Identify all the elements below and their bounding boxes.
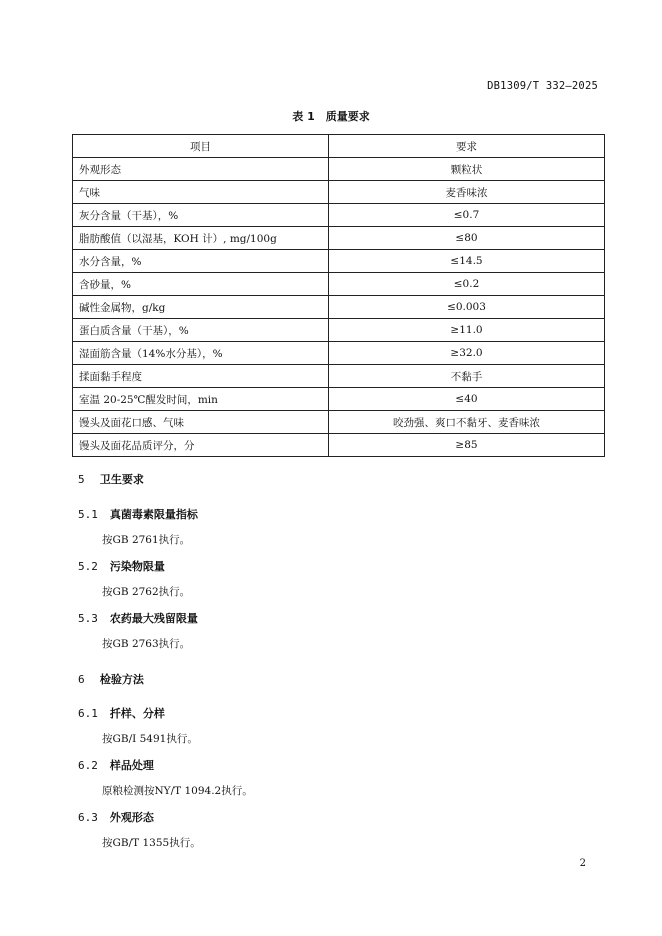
row-value: ≤14.5 bbox=[329, 250, 605, 273]
section-5-2-text: 按GB 2762执行。 bbox=[102, 586, 191, 598]
table-row bbox=[73, 204, 605, 227]
section-number: 5.3 bbox=[78, 612, 98, 625]
table-row bbox=[73, 158, 605, 181]
table-row bbox=[73, 434, 605, 457]
row-item: 气味 bbox=[73, 181, 329, 204]
table-row bbox=[73, 411, 605, 434]
row-value: ≥85 bbox=[329, 434, 605, 457]
table-header-requirement: 要求 bbox=[329, 135, 605, 158]
row-item: 室温 20-25℃醒发时间，min bbox=[73, 388, 329, 411]
row-value: ≤0.003 bbox=[329, 296, 605, 319]
section-5-1-text: 按GB 2761执行。 bbox=[102, 534, 191, 546]
row-value: 麦香味浓 bbox=[329, 181, 605, 204]
section-6-1-text: 按GB/I 5491执行。 bbox=[102, 733, 198, 745]
section-5-heading bbox=[78, 471, 144, 487]
table-row bbox=[73, 365, 605, 388]
table-header-row bbox=[73, 135, 605, 158]
section-number: 6.3 bbox=[78, 811, 98, 824]
section-6-2-text: 原粮检测按NY/T 1094.2执行。 bbox=[102, 785, 253, 797]
row-value: 不黏手 bbox=[329, 365, 605, 388]
row-item: 含砂量，% bbox=[73, 273, 329, 296]
section-title: 样品处理 bbox=[109, 759, 154, 772]
section-title: 真菌毒素限量指标 bbox=[109, 508, 198, 521]
section-number: 6 bbox=[78, 673, 85, 686]
section-6-3-heading bbox=[78, 809, 154, 825]
row-value: 颗粒状 bbox=[329, 158, 605, 181]
section-number: 5.2 bbox=[78, 560, 98, 573]
row-value: ≤40 bbox=[329, 388, 605, 411]
row-value: ≤0.7 bbox=[329, 204, 605, 227]
table-row bbox=[73, 319, 605, 342]
section-title: 外观形态 bbox=[109, 811, 154, 824]
section-title: 扦样、分样 bbox=[109, 707, 165, 720]
section-6-3-text: 按GB/T 1355执行。 bbox=[102, 837, 201, 849]
table-row bbox=[73, 342, 605, 365]
row-item: 蛋白质含量（干基），% bbox=[73, 319, 329, 342]
row-item: 外观形态 bbox=[73, 158, 329, 181]
row-value: 咬劲强、爽口不黏牙、麦香味浓 bbox=[329, 411, 605, 434]
section-5-1-heading bbox=[78, 506, 198, 522]
section-title: 污染物限量 bbox=[109, 560, 165, 573]
row-item: 馒头及面花品质评分，分 bbox=[73, 434, 329, 457]
section-6-1-heading bbox=[78, 705, 165, 721]
row-item: 脂肪酸值（以湿基，KOH 计）, mg/100g bbox=[73, 227, 329, 250]
row-item: 碱性金属物，g/kg bbox=[73, 296, 329, 319]
section-6-heading bbox=[78, 671, 144, 687]
section-5-3-heading bbox=[78, 610, 198, 626]
page-number: 2 bbox=[579, 858, 586, 869]
table-caption: 表 1 质量要求 bbox=[292, 110, 370, 123]
table-row bbox=[73, 296, 605, 319]
section-5-2-heading bbox=[78, 558, 165, 574]
row-item: 揉面黏手程度 bbox=[73, 365, 329, 388]
table-row bbox=[73, 273, 605, 296]
section-title: 检验方法 bbox=[99, 673, 144, 686]
quality-requirements-table bbox=[72, 134, 605, 457]
row-value: ≤80 bbox=[329, 227, 605, 250]
document-id: DB1309/T 332—2025 bbox=[487, 80, 598, 92]
row-item: 水分含量，% bbox=[73, 250, 329, 273]
row-item: 湿面筋含量（14%水分基），% bbox=[73, 342, 329, 365]
section-number: 6.2 bbox=[78, 759, 98, 772]
table-header-item: 项目 bbox=[73, 135, 329, 158]
section-number: 5 bbox=[78, 473, 85, 486]
section-6-2-heading bbox=[78, 757, 154, 773]
section-5-3-text: 按GB 2763执行。 bbox=[102, 638, 191, 650]
row-value: ≥32.0 bbox=[329, 342, 605, 365]
row-value: ≥11.0 bbox=[329, 319, 605, 342]
section-title: 卫生要求 bbox=[99, 473, 144, 486]
row-value: ≤0.2 bbox=[329, 273, 605, 296]
section-number: 5.1 bbox=[78, 508, 98, 521]
table-row bbox=[73, 250, 605, 273]
table-row bbox=[73, 227, 605, 250]
table-row bbox=[73, 388, 605, 411]
section-number: 6.1 bbox=[78, 707, 98, 720]
table-row bbox=[73, 181, 605, 204]
row-item: 灰分含量（干基），% bbox=[73, 204, 329, 227]
row-item: 馒头及面花口感、气味 bbox=[73, 411, 329, 434]
section-title: 农药最大残留限量 bbox=[109, 612, 198, 625]
